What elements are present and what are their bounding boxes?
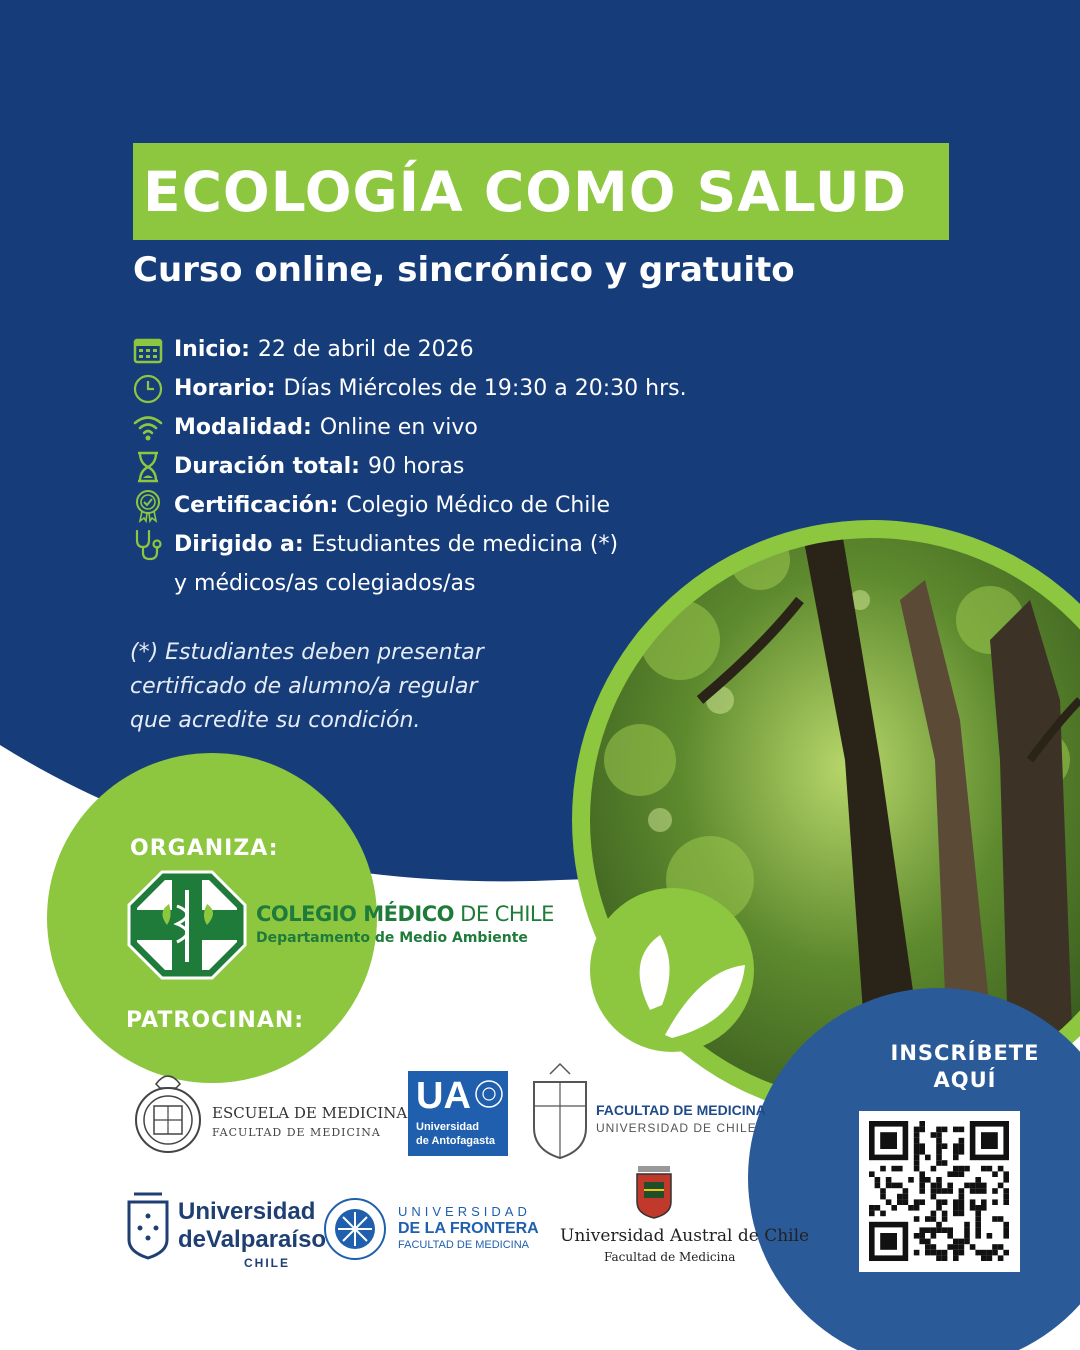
ufro-line3: FACULTAD DE MEDICINA bbox=[398, 1239, 529, 1251]
detail-value: 22 de abril de 2026 bbox=[257, 337, 474, 362]
uv-shield-icon bbox=[126, 1188, 170, 1260]
detail-label: Horario: bbox=[174, 376, 276, 401]
ua-logo-line2: de Antofagasta bbox=[416, 1135, 496, 1147]
fm-uchile-line1: FACULTAD DE MEDICINA bbox=[596, 1102, 766, 1118]
ufro-line1: UNIVERSIDAD bbox=[398, 1204, 531, 1219]
register-cta bbox=[830, 1040, 1080, 1094]
fm-uchile-shield-icon bbox=[530, 1062, 590, 1160]
uv-line3: CHILE bbox=[244, 1256, 290, 1270]
uv-line2: deValparaíso bbox=[178, 1226, 327, 1253]
uach-shield-icon bbox=[634, 1164, 674, 1220]
uv-line1: Universidad bbox=[178, 1198, 316, 1225]
detail-value: Online en vivo bbox=[319, 415, 478, 440]
detail-label: Inicio: bbox=[174, 337, 250, 362]
fm-uchile-line2: UNIVERSIDAD DE CHILE bbox=[596, 1121, 757, 1135]
ufro-line2: DE LA FRONTERA bbox=[398, 1220, 539, 1237]
colegio-medico-name bbox=[256, 902, 554, 926]
qr-code[interactable] bbox=[859, 1111, 1020, 1272]
detail-value: Estudiantes de medicina (*) bbox=[311, 532, 619, 557]
detail-label: Modalidad: bbox=[174, 415, 312, 440]
detail-value: 90 horas bbox=[367, 454, 465, 479]
escuela-medicina-line2: FACULTAD DE MEDICINA bbox=[212, 1126, 381, 1139]
detail-value: Colegio Médico de Chile bbox=[346, 493, 611, 518]
detail-value: y médicos/as colegiados/as bbox=[174, 571, 476, 596]
page-subtitle: Curso online, sincrónico y gratuito bbox=[133, 250, 795, 290]
footnote-line: certificado de alumno/a regular bbox=[130, 674, 478, 699]
detail-label: Duración total: bbox=[174, 454, 360, 479]
ua-seal-icon bbox=[474, 1079, 504, 1109]
colegio-medico-name-rest: DE CHILE bbox=[453, 902, 554, 926]
colegio-medico-dept: Departamento de Medio Ambiente bbox=[256, 930, 528, 946]
colegio-medico-name-bold: COLEGIO MÉDICO bbox=[256, 902, 454, 926]
escuela-medicina-line1: ESCUELA DE MEDICINA bbox=[212, 1104, 408, 1122]
page-title: ECOLOGÍA COMO SALUD bbox=[143, 160, 908, 224]
organiza-label: ORGANIZA: bbox=[130, 836, 279, 861]
colegio-medico-logo bbox=[127, 870, 247, 980]
footnote-line: (*) Estudiantes deben presentar bbox=[130, 640, 484, 665]
detail-label: Dirigido a: bbox=[174, 532, 304, 557]
uach-line2: Facultad de Medicina bbox=[604, 1250, 736, 1264]
register-cta-line1: INSCRÍBETE bbox=[890, 1041, 1040, 1065]
uach-line1: Universidad Austral de Chile bbox=[560, 1226, 810, 1246]
detail-value: Días Miércoles de 19:30 a 20:30 hrs. bbox=[283, 376, 687, 401]
uchile-seal-icon bbox=[132, 1062, 204, 1158]
ufro-seal-icon bbox=[322, 1196, 388, 1262]
qr-code-icon bbox=[859, 1111, 1020, 1272]
detail-label: Certificación: bbox=[174, 493, 339, 518]
patrocinan-label: PATROCINAN: bbox=[126, 1008, 305, 1033]
ua-logo bbox=[408, 1071, 508, 1156]
ua-logo-line1: Universidad bbox=[416, 1121, 479, 1133]
ua-logo-abbr: UA bbox=[416, 1075, 471, 1117]
register-cta-line2: AQUÍ bbox=[933, 1068, 997, 1092]
footnote-line: que acredite su condición. bbox=[130, 708, 421, 733]
